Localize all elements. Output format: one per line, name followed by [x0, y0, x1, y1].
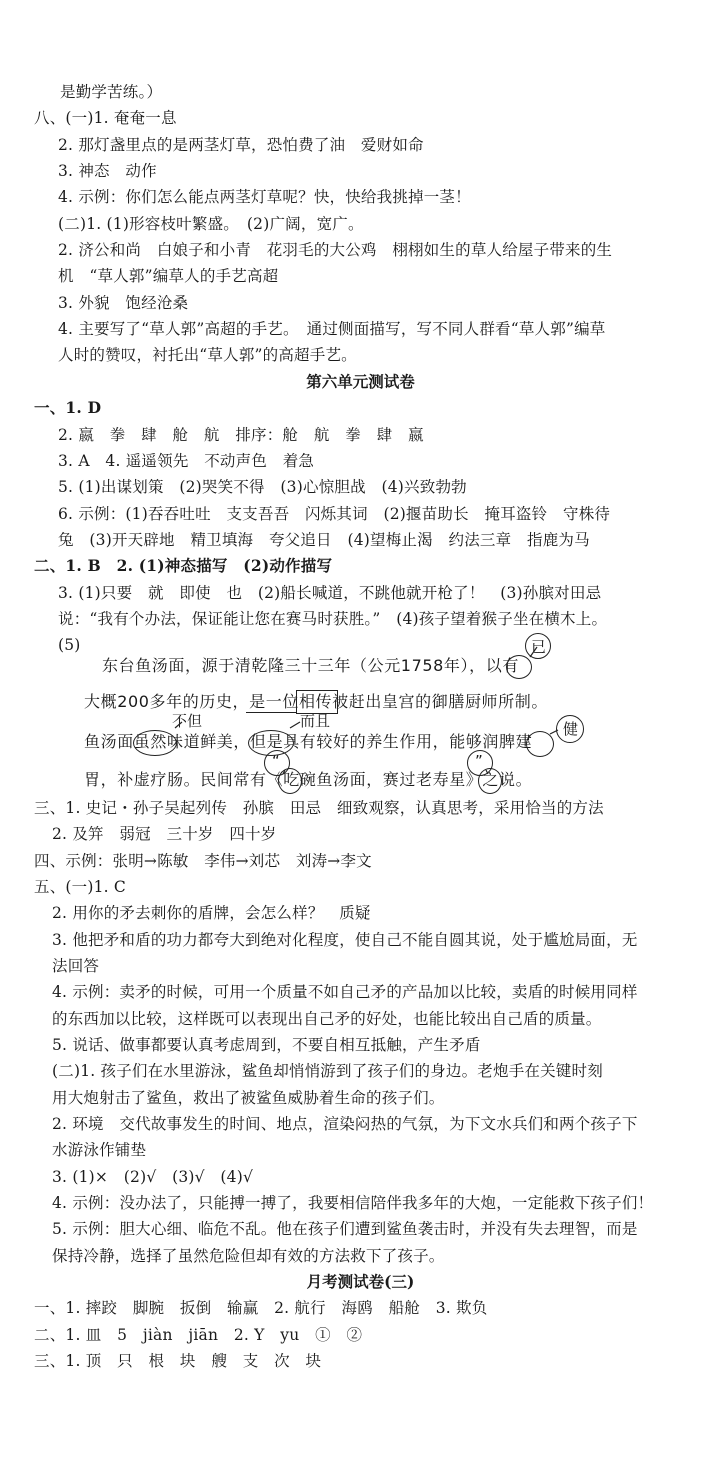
section-title: 月考测试卷(三): [306, 1272, 415, 1291]
text-line: 保持冷静，选择了虽然危险但却有效的方法救下了孩子。: [52, 1247, 445, 1265]
text-line: 2. 济公和尚 白娘子和小青 花羽毛的大公鸡 栩栩如生的草人给屋子带来的生: [58, 241, 613, 259]
text-line: 兔 (3)开天辟地 精卫填海 夸父追日 (4)望梅止渴 约法三章 指鹿为马: [58, 531, 590, 549]
text-line: 水游泳作铺垫: [52, 1141, 147, 1159]
text-line: 用大炮射击了鲨鱼，救出了被鲨鱼威胁着生命的孩子们。: [52, 1089, 445, 1107]
passage-line: 东台鱼汤面，源于清乾隆三十三年（公元1758年），以有: [102, 656, 519, 675]
passage-line: 大概200多年的历史，是一位相传被赶出皇宫的御膳厨师所制。: [84, 692, 548, 711]
text-line: 3. (1)只要 就 即使 也 (2)船长喊道，不跳他就开枪了！ (3)孙膑对田忌: [58, 584, 602, 602]
text-line: 2. 那灯盏里点的是两茎灯草，恐怕费了油 爱财如命: [58, 136, 424, 154]
text-line: 2. 嬴 拳 肆 舱 航 排序：舱 航 拳 肆 嬴: [58, 426, 424, 444]
passage-line: 胃，补虚疗肠。民间常有《吃碗鱼汤面，赛过老寿星》之说。: [84, 770, 533, 789]
text-line: 3. 外貌 饱经沧桑: [58, 294, 189, 312]
correction-erqie: 而且: [300, 712, 331, 730]
text-line: 4. 示例：你们怎么能点两茎灯草呢？快，快给我挑掉一茎！: [58, 188, 471, 206]
passage-line: 鱼汤面虽然味道鲜美，但是具有较好的养生作用，能够润脾建: [84, 732, 533, 751]
correction-yi: 已: [531, 638, 547, 656]
text-line: 3. (1)× (2)√ (3)√ (4)√: [52, 1168, 254, 1186]
text-line: 5. 说话、做事都要认真考虑周到，不要自相互抵触，产生矛盾: [52, 1036, 481, 1054]
text-line: 一、1. 摔跤 脚腕 扳倒 输赢 2. 航行 海鸥 船舱 3. 欺负: [34, 1299, 488, 1317]
text-line: 三、1. 顶 只 根 块 艘 支 次 块: [34, 1352, 322, 1370]
text-line: 5. 示例：胆大心细、临危不乱。他在孩子们遭到鲨鱼袭击时，并没有失去理智，而是: [52, 1220, 638, 1238]
text-line: 二、1. 皿 5 jiàn jiān 2. Y yu ① ②: [34, 1326, 363, 1344]
text-line: 说：“我有个办法，保证能让您在赛马时获胜。” (4)孩子望着猴子坐在横木上。: [58, 610, 608, 628]
text-line: 4. 示例：没办法了，只能搏一搏了，我要相信陪伴我多年的大炮，一定能救下孩子们！: [52, 1194, 654, 1212]
text-line: 二、1. B 2. (1)神态描写 (2)动作描写: [34, 556, 333, 575]
text-line: 三、1. 史记・孙子吴起列传 孙膑 田忌 细致观察，认真思考，采用恰当的方法: [34, 799, 604, 817]
correction-budan: 不但: [172, 712, 203, 730]
text-line: 5. (1)出谋划策 (2)哭笑不得 (3)心惊胆战 (4)兴致勃勃: [58, 478, 467, 496]
text-line: (5): [58, 636, 81, 654]
text-line: 是勤学苦练。）: [60, 83, 163, 101]
text-line: 6. 示例：(1)吞吞吐吐 支支吾吾 闪烁其词 (2)揠苗助长 掩耳盗铃 守株待: [58, 505, 611, 523]
text-line: 2. 用你的矛去刺你的盾牌，会怎么样？ 质疑: [52, 904, 371, 922]
text-line: 2. 及笄 弱冠 三十岁 四十岁: [52, 825, 277, 843]
text-line: 3. A 4. 遥遥领先 不动声色 着急: [58, 452, 315, 470]
correction-jian: 健: [563, 720, 579, 738]
correction-quote-close: ”: [475, 752, 483, 770]
text-line: 人时的赞叹，衬托出“草人郭”的高超手艺。: [58, 346, 357, 364]
text-line: 3. 他把矛和盾的功力都夸大到绝对化程度，使自己不能自圆其说，处于尴尬局面，无: [52, 931, 638, 949]
text-line: 法回答: [52, 957, 100, 975]
text-line: 3. 神态 动作: [58, 162, 157, 180]
text-line: 4. 主要写了“草人郭”高超的手艺。 通过侧面描写，写不同人群看“草人郭”编草: [58, 320, 606, 338]
text-line: 五、(一)1. C: [34, 878, 126, 896]
text-line: 的东西加以比较，这样既可以表现出自己矛的好处，也能比较出自己盾的质量。: [52, 1010, 602, 1028]
text-line: (二)1. 孩子们在水里游泳，鲨鱼却悄悄游到了孩子们的身边。老炮手在关键时刻: [52, 1062, 603, 1080]
section-title: 第六单元测试卷: [306, 372, 415, 391]
text-line: 八、(一)1. 奄奄一息: [34, 109, 177, 127]
text-line: 机 “草人郭”编草人的手艺高超: [58, 267, 279, 285]
text-line: 4. 示例：卖矛的时候，可用一个质量不如自己矛的产品加以比较，卖盾的时候用同样: [52, 983, 638, 1001]
text-line: 2. 环境 交代故事发生的时间、地点，渲染闷热的气氛，为下文水兵们和两个孩子下: [52, 1115, 638, 1133]
text-line: 四、示例：张明→陈敏 李伟→刘芯 刘涛→李文: [34, 852, 372, 870]
correction-quote-open: “: [272, 752, 280, 770]
text-line: 一、1. D: [34, 398, 102, 417]
text-line: (二)1. (1)形容枝叶繁盛。 (2)广阔，宽广。: [58, 215, 364, 233]
